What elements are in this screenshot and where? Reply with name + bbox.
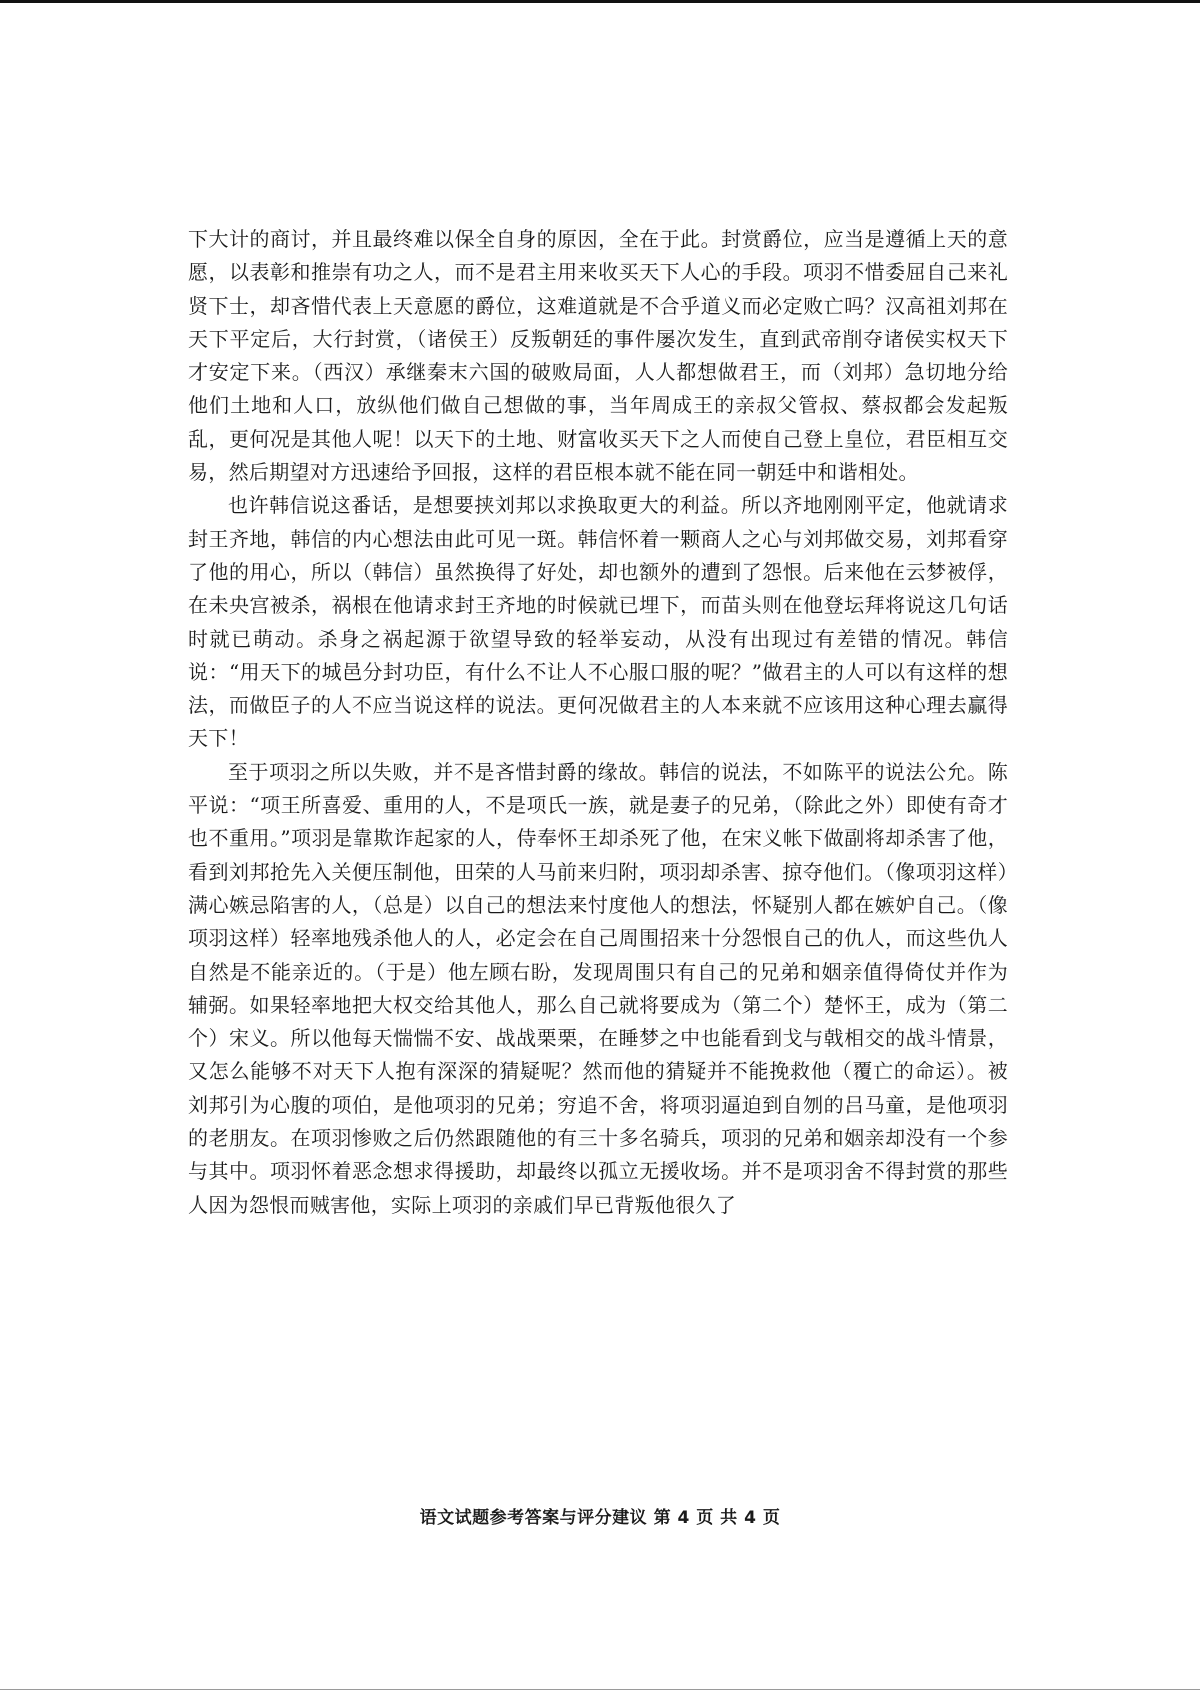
scan-bottom-edge: [0, 1689, 1200, 1690]
page-footer: 语文试题参考答案与评分建议 第 4 页 共 4 页: [419, 1508, 781, 1528]
paragraph-1: 下大计的商讨，并且最终难以保全自身的原因，全在于此。封赏爵位，应当是遵循上天的意愿，以表彰和推崇有功之人，而不是君主用来收买天下人心的手段。项羽不惜委屈自己来礼贤下士，却吝惜代表上天意愿的爵位，这难道就是不合乎道义而必定败亡吗？汉高祖刘邦在天下平定后，大行封赏，（诸侯王）反叛朝廷的事件屡次发生，直到武帝削夺诸侯实权天下才安定下来。（西汉）承继秦末六国的破败局面，人人都想做君王，而（刘邦）急切地分给他们土地和人口，放纵他们做自己想做的事，当年周成王的亲叔父管叔、蔡叔都会发起叛乱，更何况是其他人呢！以天下的土地、财富收买天下之人而使自己登上皇位，君臣相互交易，然后期望对方迅速给予回报，这样的君臣根本就不能在同一朝廷中和谐相处。: [188, 227, 1008, 485]
paragraph-3: 至于项羽之所以失败，并不是吝惜封爵的缘故。韩信的说法，不如陈平的说法公允。陈平说：“项王所喜爱、重用的人，不是项氏一族，就是妻子的兄弟，（除此之外）即使有奇才也不重用。”项羽是靠欺诈起家的人，侍奉怀王却杀死了他，在宋义帐下做副将却杀害了他，看到刘邦抢先入关便压制他，田荣的人马前来归附，项羽却杀害、掠夺他们。（像项羽这样）满心嫉忌陷害的人，（总是）以自己的想法来忖度他人的想法，怀疑别人都在嫉妒自己。（像项羽这样）轻率地残杀他人的人，必定会在自己周围招来十分怨恨自己的仇人，而这些仇人自然是不能亲近的。（于是）他左顾右盼，发现周围只有自己的兄弟和姻亲值得倚仗并作为辅弼。如果轻率地把大权交给其他人，那么自己就将要成为（第二个）楚怀王，成为（第二个）宋义。所以他每天惴惴不安、战战栗栗，在睡梦之中也能看到戈与戟相交的战斗情景，又怎么能够不对天下人抱有深深的猜疑呢？然而他的猜疑并不能挽救他（覆亡的命运）。被刘邦引为心腹的项伯，是他项羽的兄弟；穷追不舍，将项羽逼迫到自刎的吕马童，是他项羽的老朋友。在项羽惨败之后仍然跟随他的有三十多名骑兵，项羽的兄弟和姻亲却没有一个参与其中。项羽怀着恶念想求得援助，却最终以孤立无援收场。并不是项羽舍不得封赏的那些人因为怨恨而贼害他，实际上项羽的亲戚们早已背叛他很久了: [188, 759, 1008, 1217]
scan-top-edge: [0, 0, 1200, 3]
document-body: [188, 223, 1008, 1222]
paragraph-2: 也许韩信说这番话，是想要挟刘邦以求换取更大的利益。所以齐地刚刚平定，他就请求封王齐地，韩信的内心想法由此可见一斑。韩信怀着一颗商人之心与刘邦做交易，刘邦看穿了他的用心，所以（韩信）虽然换得了好处，却也额外的遭到了怨恨。后来他在云梦被俘，在未央宫被杀，祸根在他请求封王齐地的时候就已埋下，而苗头则在他登坛拜将说这几句话时就已萌动。杀身之祸起源于欲望导致的轻举妄动，从没有出现过有差错的情况。韩信说：“用天下的城邑分封功臣，有什么不让人不心服口服的呢？”做君主的人可以有这样的想法，而做臣子的人不应当说这样的说法。更何况做君主的人本来就不应该用这种心理去赢得天下！: [188, 493, 1008, 751]
